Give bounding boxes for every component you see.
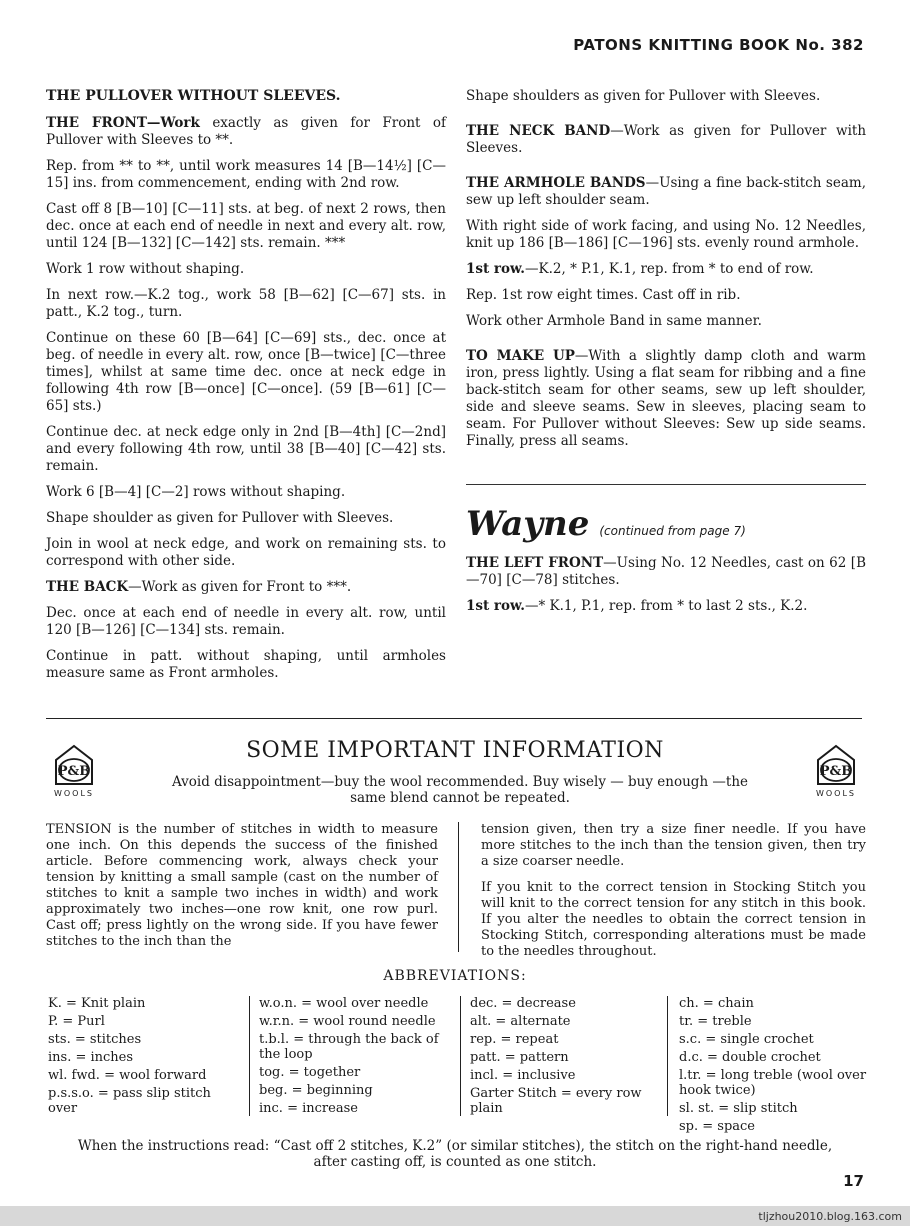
abbreviations-col-2 — [259, 996, 451, 1119]
abbreviations-col-1 — [48, 996, 240, 1119]
row-paragraph — [466, 598, 866, 615]
left-column — [46, 88, 446, 691]
armhole-bands-text: —Using a fine back-stitch seam, sew up left shoulder seam. — [466, 175, 866, 208]
abbr-item: P. = Purl — [48, 1014, 105, 1029]
paragraph: Work 6 [B—4] [C—2] rows without shaping. — [46, 484, 346, 500]
abbr-item: Garter Stitch = every row plain — [470, 1086, 642, 1116]
armhole-bands-paragraph — [466, 175, 866, 209]
make-up-text: —With a slightly damp cloth and warm iron, press lightly. Using a flat seam for ribbing and a fine back-stitch seam for other seams, sew up left shoulder, side and sleeve seams. Sew in sleeves, placing seam to seam. For Pullover without Sleeves: Sew up side seams. Finally, press all seams. — [466, 348, 866, 449]
continued-note: (continued from page 7) — [599, 524, 746, 538]
column-divider — [458, 822, 459, 952]
row-label: 1st row. — [466, 598, 526, 614]
abbr-item: tog. = together — [259, 1065, 361, 1080]
abbr-item: sts. = stitches — [48, 1032, 142, 1047]
abbr-item: alt. = alternate — [470, 1014, 571, 1029]
front-text: exactly as given for Front of Pullover with Sleeves to **. — [46, 115, 446, 148]
abbr-item: inc. = increase — [259, 1101, 358, 1116]
paragraph: Join in wool at neck edge, and work on remaining sts. to correspond with other side. — [46, 536, 446, 569]
wayne-heading — [466, 504, 866, 544]
abbr-item: beg. = beginning — [259, 1083, 373, 1098]
footer-note: When the instructions read: “Cast off 2 stitches, K.2” (or similar stitches), the stitch on the right-hand needle, after casting off, is counted as one stitch. — [77, 1138, 833, 1170]
abbr-item: t.b.l. = through the back of the loop — [259, 1032, 439, 1062]
logo-text: P&B — [57, 764, 91, 779]
back-paragraph — [46, 579, 446, 596]
paragraph: Rep. 1st row eight times. Cast off in rib. — [466, 287, 741, 303]
paragraph: Dec. once at each end of needle in every alt. row, until 120 [B—126] [C—134] sts. remain. — [46, 605, 446, 638]
armhole-bands-label: THE ARMHOLE BANDS — [466, 175, 646, 191]
watermark: tljzhou2010.blog.163.com — [758, 1210, 902, 1223]
paragraph: Rep. from ** to **, until work measures 14 [B—14½] [C—15] ins. from commencement, ending with 2nd row. — [46, 158, 446, 191]
row-label: 1st row. — [466, 261, 526, 277]
abbr-item: sl. st. = slip stitch — [679, 1101, 798, 1116]
left-front-label: THE LEFT FRONT — [466, 555, 604, 571]
section-title: THE PULLOVER WITHOUT SLEEVES. — [46, 88, 341, 104]
abbr-item: incl. = inclusive — [470, 1068, 576, 1083]
row-text: —K.2, * P.1, K.1, rep. from * to end of row. — [525, 261, 814, 277]
abbreviations-title: ABBREVIATIONS: — [383, 968, 527, 984]
abbr-item: K. = Knit plain — [48, 996, 146, 1011]
section-divider — [46, 718, 862, 719]
abbr-item: w.o.n. = wool over needle — [259, 996, 429, 1011]
left-front-text: —Using No. 12 Needles, cast on 62 [B—70] [C—78] stitches. — [466, 555, 866, 588]
abbr-divider — [667, 996, 668, 1116]
abbr-item: dec. = decrease — [470, 996, 576, 1011]
abbr-item: ch. = chain — [679, 996, 754, 1011]
abbr-item: p.s.s.o. = pass slip stitch over — [48, 1086, 211, 1116]
paragraph: Continue on these 60 [B—64] [C—69] sts., dec. once at beg. of needle in every alt. row, once [B—twice] [C—three times], whilst at same time dec. once at neck edge in following 4th row [B—once] [C—once]. (59 [B—61] [C—65] sts.) — [46, 330, 446, 414]
wayne-title: Wayne — [466, 504, 590, 544]
logo-wools: WOOLS — [53, 789, 95, 798]
abbr-item: rep. = repeat — [470, 1032, 559, 1047]
paragraph: Continue in patt. without shaping, until armholes measure same as Front armholes. — [46, 648, 446, 681]
row-paragraph — [466, 261, 866, 278]
abbr-item: s.c. = single crochet — [679, 1032, 814, 1047]
abbr-item: l.tr. = long treble (wool over hook twice) — [679, 1068, 867, 1098]
back-label: THE BACK — [46, 579, 129, 595]
make-up-label: TO MAKE UP — [466, 348, 575, 364]
paragraph: In next row.—K.2 tog., work 58 [B—62] [C—67] sts. in patt., K.2 tog., turn. — [46, 287, 446, 320]
neck-band-paragraph — [466, 123, 866, 157]
right-column — [466, 88, 866, 624]
page-number: 17 — [843, 1172, 864, 1190]
paragraph: Work other Armhole Band in same manner. — [466, 313, 762, 329]
paragraph: Work 1 row without shaping. — [46, 261, 245, 277]
tension-text-left: TENSION is the number of stitches in width to measure one inch. On this depends the success of the finished article. Before commencing work, always check your tension by knitting a small sample (cast on the number of stitches to knit a sample two inches in width) and work approximately two inches—one row knit, one row purl. Cast off; press lightly on the wrong side. If you have fewer stitches to the inch than the — [46, 822, 438, 949]
front-label: THE FRONT—Work — [46, 115, 200, 131]
paragraph: Shape shoulders as given for Pullover with Sleeves. — [466, 88, 821, 104]
row-text: —* K.1, P.1, rep. from * to last 2 sts., K.2. — [525, 598, 808, 614]
abbr-item: sp. = space — [679, 1119, 756, 1134]
make-up-paragraph — [466, 348, 866, 450]
paragraph: With right side of work facing, and using No. 12 Needles, knit up 186 [B—186] [C—196] sts. evenly round armhole. — [466, 218, 866, 251]
abbr-item: patt. = pattern — [470, 1050, 569, 1065]
info-subtitle: Avoid disappointment—buy the wool recommended. Buy wisely — buy enough —the same blend cannot be repeated. — [171, 774, 749, 806]
abbr-item: tr. = treble — [679, 1014, 752, 1029]
info-title: SOME IMPORTANT INFORMATION — [246, 738, 664, 763]
abbr-divider — [249, 996, 250, 1116]
neck-band-label: THE NECK BAND — [466, 123, 611, 139]
back-text: —Work as given for Front to ***. — [128, 579, 352, 595]
logo-wools: WOOLS — [815, 789, 857, 798]
paragraph: Shape shoulder as given for Pullover with Sleeves. — [46, 510, 394, 526]
tension-text-right — [481, 822, 866, 970]
abbr-item: wl. fwd. = wool forward — [48, 1068, 207, 1083]
page-header: PATONS KNITTING BOOK No. 382 — [573, 36, 864, 54]
abbreviations-col-4 — [679, 996, 869, 1137]
abbreviations-col-3 — [470, 996, 658, 1119]
paragraph: Continue dec. at neck edge only in 2nd [B—4th] [C—2nd] and every following 4th row, until 38 [B—40] [C—42] sts. remain. — [46, 424, 446, 474]
divider — [466, 484, 866, 485]
paragraph: If you knit to the correct tension in Stocking Stitch you will knit to the correct tension for any stitch in this book. If you alter the needles to obtain the correct tension in Stocking Stitch, corresponding alterations must be made to the needles throughout. — [481, 880, 866, 959]
abbr-divider — [460, 996, 461, 1116]
neck-band-text: —Work as given for Pullover with Sleeves. — [466, 123, 867, 156]
abbr-item: w.r.n. = wool round needle — [259, 1014, 436, 1029]
abbr-item: d.c. = double crochet — [679, 1050, 821, 1065]
abbr-item: ins. = inches — [48, 1050, 134, 1065]
paragraph: tension given, then try a size finer needle. If you have more stitches to the inch than the tension given, then try a size coarser needle. — [481, 822, 866, 869]
left-front-paragraph — [466, 555, 866, 589]
paragraph: Cast off 8 [B—10] [C—11] sts. at beg. of next 2 rows, then dec. once at each end of needle in next and every alt. row, until 124 [B—132] [C—142] sts. remain. *** — [46, 201, 446, 251]
front-paragraph — [46, 115, 446, 149]
logo-text: P&B — [819, 764, 853, 779]
